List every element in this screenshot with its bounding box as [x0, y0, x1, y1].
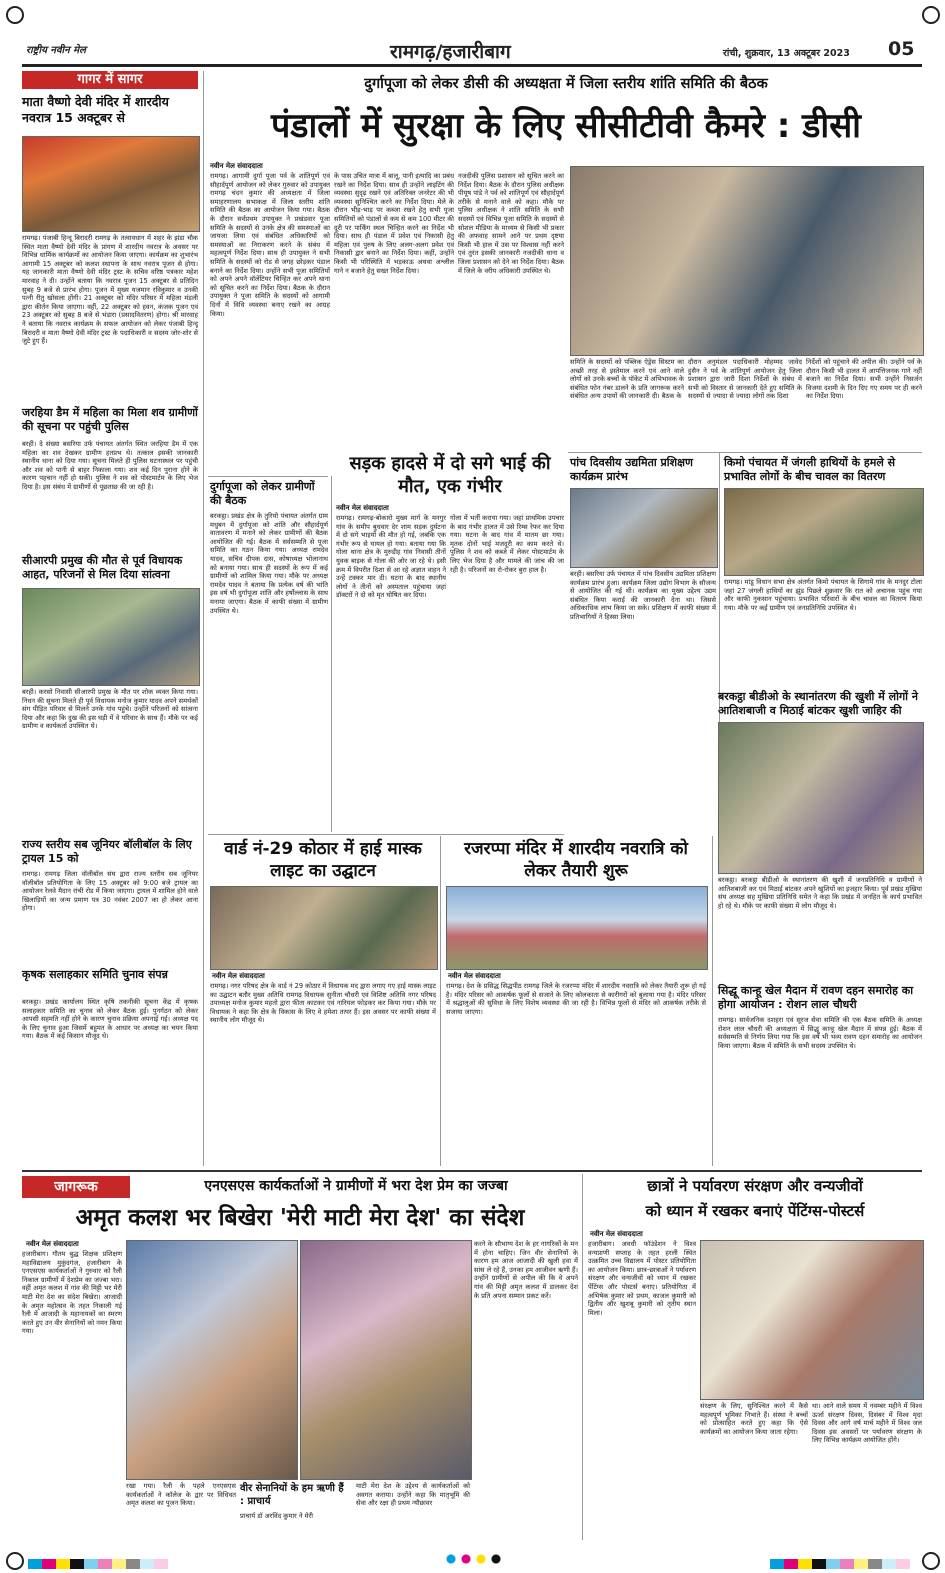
- main-text-2: के पास उचित मात्रा में बालू, पानी इत्यादि का प्रबंध रखने का निर्देश दिया। साथ ही उन्होंने लाइटिंग की व्यवस्था सुदृढ़ रखने एवं अतिरिक्त जनरेटर की भी व्यवस्था सुनिश्चित करने का निर्देश दिया। मेले के दौरान भीड़-भाड़ पर कब्जा रखने हेतु सभी पूजा समितियों को पंडालों से कम से कम 100 मीटर की दूरी पर पार्किंग स्थल चिन्हित करने का निर्देश भी दिया। साथ ही पंडाल में प्रवेश एवं निकासी हेतु महिला एवं पुरुष के लिए अलग-अलग प्रवेश एवं निकासी द्वार बनाने का निर्देश दिया। कहीं, उन्होंने किसी भी परिस्थिति में भड़काऊ अथवा अश्लील गाने न बजाने हेतु सख्त निर्देश दिया।: [334, 172, 454, 275]
- left-headline-1: माता वैष्णो देवी मंदिर में शारदीय नवरात्र 15 अक्टूबर से: [22, 94, 169, 125]
- accident-byline: नवीन मेल संवाददाता: [336, 504, 389, 512]
- durgapuja-headline: दुर्गापूजा को लेकर ग्रामीणों की बैठक: [210, 480, 315, 507]
- photo-rajrappa-temple: [446, 886, 708, 970]
- bottom-kicker: एनएसएस कार्यकर्ताओं ने ग्रामीणों में भरा देश प्रेम का जज्बा: [204, 1178, 508, 1194]
- masthead-rule: [22, 64, 922, 67]
- photo-vaishno-devi: [22, 136, 200, 232]
- ravan-text: रामगढ़। सार्वजनिक दशहरा एवं सूरज सेवा समिति की एक बैठक समिति के अध्यक्ष रोशन लाल चौधरी की अध्यक्षता में सिद्धू कान्हू खेल मैदान में संपन्न हुई। बैठक में सर्वसम्मति से निर्णय लिया गया कि इस वर्ष भी भव्य रावण दहन समारोह का आयोजन किया जाएगा। बैठक में समिति के सभी सदस्य उपस्थित थे।: [718, 1016, 922, 1050]
- rule-above-bottom: [22, 1170, 922, 1172]
- durgapuja-text: बरकट्ठा। प्रखंड क्षेत्र के तुरियो पंचायत अंतर्गत ग्राम मधुबन में दुर्गापूजा को शांति और सौहार्दपूर्ण वातावरण में मनाने को लेकर ग्रामीणों की बैठक आयोजित की गई। बैठक में सर्वसम्मति से पूजा समिति का गठन किया गया। अध्यक्ष रामदेव यादव, सचिव दीपक दास, कोषाध्यक्ष भोलानाथ को बनाया गया। साथ ही सदस्यों के रूप में कई ग्रामीणों को शामिल किया गया। मौके पर अध्यक्ष रामदेव यादव ने बताया कि प्रत्येक वर्ष की भांति इस वर्ष भी दुर्गापूजा शांति और हर्षोल्लास के साथ मनाया जाएगा। बैठक में काफी संख्या में ग्रामीण उपस्थित थे।: [210, 512, 328, 615]
- sidebar-tag: गागर में सागर: [22, 71, 198, 89]
- bottom-quote: वीर सेनानियों के हम ऋणी हैं : प्राचार्य: [240, 1483, 344, 1507]
- left-headline-3: सीआरपी प्रमुख की मौत से पूर्व विधायक आहत, परिजनों से मिल दिया सांत्वना: [22, 554, 183, 581]
- rule-left-sidebar: [203, 71, 204, 1166]
- bottom-tag: जागरूक: [22, 1176, 130, 1198]
- students-text-3: था। आने वाले समय में नवम्बर महीने में विश्व ऊर्जा संरक्षण दिवस, दिसंबर में विश्व मृदा दिवस और आगे वर्ष मार्च महीने में विश्व जल दिवस इस अवसरों पर पर्यावरण संरक्षण के लिए विभिन्न कार्यक्रम आयोजित होंगे।: [812, 1402, 922, 1445]
- students-text-2: संरक्षण के लिए, सुनिश्चित करने में कैसे महत्वपूर्ण भूमिका निभाते हैं। संस्था ने बच्चों को प्रोत्साहित करते हुए कहा कि ऐसे कार्यक्रमों का आयोजन किया जाता रहेगा।: [700, 1402, 808, 1436]
- left-headline-2: जरहिया डैम में महिला का मिला शव ग्रामीणों की सूचना पर पहुंची पुलिस: [22, 406, 198, 433]
- ward-text: रामगढ़। नगर परिषद क्षेत्र के वार्ड नं 29 कोठार में विधायक मद द्वारा लगाए गए हाई मास्क लाइट का उद्घाटन बतौर मुख्य अतिथि रामगढ़ विधायक सुनीता चौधरी एवं विशिष्ट अतिथि नगर परिषद उपाध्यक्ष मनोज कुमार महतो द्वारा फीता काटकर एवं नारियल फोड़कर कर किया गया। मौके पर विधायक ने कहा कि क्षेत्र के विकास के लिए वे हमेशा तत्पर हैं। इस अवसर पर काफी संख्या में स्थानीय लोग मौजूद थे।: [210, 982, 436, 1025]
- bottom-byline: नवीन मेल संवाददाता: [26, 1240, 79, 1248]
- rule-above-panch: [568, 452, 922, 453]
- left-headline-5: कृषक सलाहकार समिति चुनाव संपन्न: [22, 968, 168, 981]
- main-text-6: निर्देशों को पहुंचाने की अपील की। उन्होंने पर्व के दौरान किसी भी हालत में आपत्तिजनक गाने नहीं बजाने का निर्देश दिया। सभी उन्होंने निसर्जन विजया दशमी के दिन दिए गए समय पर ही करने का निर्देश दिया।: [806, 358, 922, 401]
- main-byline: नवीन मेल संवाददाता: [210, 162, 263, 170]
- rule-accident-left: [331, 476, 332, 832]
- main-text-5: दौरान अनुमंडल पदाधिकारी मोहम्मद जावेद हुसैन ने पर्व के शांतिपूर्ण आयोजन हेतु जिला प्रशासन द्वारा जारी दिशा निर्देशों के संबंध में सभी को विस्तार से जानकारी देते हुए समिति के सदस्यों से ज्यादा से ज्यादा लोगों तक दिशा: [688, 358, 802, 401]
- photo-training-program: [570, 488, 718, 568]
- reg-mark-top-right: [922, 6, 940, 24]
- photo-amrit-kalash-1: [126, 1240, 298, 1480]
- reg-mark-bottom-left: [6, 1552, 24, 1570]
- left-text-4: रामगढ़। रामगढ़ जिला वॉलीबॉल संघ द्वारा राज्य स्तरीय सब जूनियर वॉलीबॉल प्रतियोगिता के लिए 15 अक्टूबर को 9:00 बजे ट्रायल का आयोजन रेलवे मैदान रांची रोड में किया जाएगा। ट्रायल में शामिल होने वाले खिलाड़ियों का जन्म प्रमाण पत्र 30 नवंबर 2007 का हो लेकर आना होगा।: [22, 870, 198, 913]
- students-text-1: हजारीबाग। अवधी फॉउंडेशन ने विश्व वन्यप्राणी सप्ताह के तहत हरली स्थित उत्क्रमित उच्च विद्यालय में पोस्टर प्रतियोगिता का आयोजन किया। छात्र-छात्राओं ने पर्यावरण संरक्षण और वन्यजीवों को ध्यान में रखकर पेंटिंग्स और पोस्टर्स बनाए। प्रतियोगिता में अभिषेक कुमार को प्रथम, काजल कुमारी को द्वितीय और खुशबू कुमारी को तृतीय स्थान मिला।: [588, 1240, 696, 1317]
- photo-celebration: [718, 722, 924, 874]
- main-text-4: समिति के सदस्यों को पब्लिक ऐड्रेस सिस्टम का अच्छी तरह से इस्तेमाल करने एवं आने वाले लोगों को उनके बच्चों के पॉकेट में अभिभावक के संबंधित फोन नंबर डालने के प्रति जागरूक करने संबंधित अन्य उपायों की जानकारी दी। बैठक के: [570, 358, 684, 401]
- bottom-text-1: हजारीबाग। गौतम बुद्ध शिक्षक प्रशिक्षण महाविद्यालय मुकुंदगंज, हजारीबाग के एनएसएस कार्यकर्ताओं ने गुरुवार को रैली निकाल ग्रामीणों में देशप्रेम का जज्बा भरा। वहीं अमृत कलश में गांव की मिट्टी भर मेरी माटी मेरा देश का संदेश बिखेरा। आजादी के अमृत महोत्सव के तहत निकाली गई रैली में आजादी के महानायकों का स्मरण करते हुए उन वीर सेनानियों को नमन किया गया।: [22, 1250, 122, 1336]
- left-headline-4: राज्य स्तरीय सब जूनियर बॉलीबॉल के लिए ट्रायल 15 को: [22, 838, 192, 865]
- main-text-1: रामगढ़। आगामी दुर्गा पूजा पर्व के शांतिपूर्ण एवं सौहार्दपूर्ण आयोजन को लेकर गुरुवार को उपायुक्त रामगढ़ चंदन कुमार की अध्यक्षता में जिला समाहरणालय सभाकक्ष में जिला स्तरीय शांति समिति की बैठक का आयोजन किया गया। बैठक के दौरान सर्वप्रथम उपायुक्त ने प्रखंडवार पूजा समिति के सदस्यों से उनके क्षेत्र की समस्याओं का जायजा लिया एवं संबंधित अधिकारियों को समस्याओं का निराकरण करने के संबंध में महत्वपूर्ण निर्देश दिया। साथ ही उपायुक्त ने सभी समिति के सदस्यों को रोड से जगह छोड़कर पंडाल बनाने का निर्देश दिया। उन्होंने सभी पूजा समितियों को अपने अपने वॉलेंटियर चिन्हित कर अपने थाना को सूचित करने का निर्देश दिया। बैठक के दौरान उपायुक्त ने पूजा समिति के सदस्यों को आगामी दिनों में विधि व्यवस्था बनाए रखने का आग्रह किया।: [210, 172, 330, 318]
- rajrappa-text: रामगढ़। देश के प्रसिद्ध सिद्धपीठ रामगढ़ जिले के रजरप्पा मंदिर में शारदीय नवरात्रि को लेकर तैयारी शुरू हो गई है। मंदिर परिसर को आकर्षक फूलों से सजाने के लिए कोलकाता से कारीगरों को बुलाया गया है। मंदिर परिसर में श्रद्धालुओं की सुविधा के लिए विशेष व्यवस्था की जा रही है। विभिन्न फूलों से मंदिर को आकर्षक तरीके से सजाया जाएगा।: [446, 982, 706, 1016]
- accident-text-1: रामगढ़। रामगढ़-बोकारो मुख्य मार्ग के मनगुर गांव के समीप बुधवार देर शाम सड़क दुर्घटना में दो सगे भाइयों की मौत हो गई, जबकि एक गंभीर रूप से घायल हो गया। बताया गया कि गोला थाना क्षेत्र के मुरुडीह गांव निवासी तीनों युवक बाइक से गोला की ओर जा रहे थे। इसी क्रम में विपरीत दिशा से आ रहे अज्ञात वाहन ने उन्हें टक्कर मार दी। घटना के बाद स्थानीय लोगों ने तीनों को अस्पताल पहुंचाया जहां डॉक्टरों ने दो को मृत घोषित कर दिया।: [336, 514, 446, 600]
- elephant-headline: किमो पंचायत में जंगली हाथियों के हमले से प्रभावित लोगों के बीच चावल का वितरण: [724, 456, 896, 483]
- bottom-caption-2: माटी मेरा देश के उद्देश्य से कार्यकर्ताओं को अवगत कराया। उन्होंने कहा कि मातृभूमि की सेवा और रक्षा ही प्रथम न्यौछावर: [356, 1482, 470, 1508]
- left-text-2: बरही। दे संख्या बसरिया उर्फ पंचायत अंतर्गत स्थित जरहिया डैम में एक महिला का शव देखकर ग्रामीण हतप्रभ थे। तत्काल इसकी जानकारी स्थानीय थाना को दिया गया। सूचना मिलते ही पुलिस घटनास्थल पर पहुंची और शव को पानी से बाहर निकाला गया। शव कई दिन पुराना होने के कारण पहचान नहीं हो सकी। पुलिस ने शव को पोस्टमार्टम के लिए भेज दिया है। इस संबंध में ग्रामीणों से पूछताछ की जा रही है।: [22, 440, 198, 491]
- left-text-5: बरकट्ठा। प्रखंड कार्यालय स्थित कृषि तकनीकी सूचना केंद्र में कृषक सलाहकार समिति का चुनाव को लेकर बैठक हुई। पुनर्गठन को लेकर आपसी सहमति नहीं होने के कारण चुनाव प्रक्रिया अपनाई गई। अध्यक्ष पद के लिए चुनाव हुआ जिसमें बहुमत के आधार पर अध्यक्ष का चयन किया गया। बैठक में कई किसान मौजूद थे।: [22, 998, 198, 1041]
- section-title: रामगढ़/हजारीबाग: [390, 41, 511, 63]
- students-kicker: छात्रों ने पर्यावरण संरक्षण और वन्यजीवों: [647, 1177, 863, 1195]
- main-kicker: दुर्गापूजा को लेकर डीसी की अध्यक्षता में जिला स्तरीय शांति समिति की बैठक: [364, 76, 768, 92]
- barkatha-headline: बरकट्ठा बीडीओ के स्थानांतरण की खुशी में लोगों ने आतिशबाजी व मिठाई बांटकर खुशी जाहिर की: [718, 690, 918, 717]
- rule-students-left: [582, 1174, 583, 1540]
- ravan-headline: सिद्धू कान्हू खेल मैदान में रावण दहन समारोह का होगा आयोजन : रोशन लाल चौधरी: [718, 984, 914, 1011]
- ward-headline: वार्ड नं-29 कोठार में हाई मास्क लाइट का उद्घाटन: [224, 839, 422, 881]
- bottom-quote-text: प्राचार्य डॉ अरविंद कुमार ने मेरी: [240, 1512, 313, 1520]
- rule-above-durgapuja: [208, 476, 328, 477]
- reg-mark-bottom-right: [922, 1552, 940, 1570]
- left-text-1: रामगढ़। पंजाबी हिन्दू बिरादरी रामगढ़ के तत्वावधान में शहर के झंडा चौक स्थित माता वैष्णो देवी मंदिर के प्रांगण में शारदीय नवरात्र के अवसर पर विभिन्न धार्मिक कार्यक्रमों का आयोजन किया जाएगा। कार्यक्रम का शुभारंभ आगामी 15 अक्टूबर को कलश स्थापना के साथ नवरात्र पूजन से होगा। यह जानकारी माता वैष्णो देवी मंदिर ट्रस्ट के सचिव वरिष्ठ पत्रकार महेश मारवाह ने दी। उन्होंने बताया कि नवरात्र पूजन 15 अक्टूबर से प्रतिदिन सुबह 9 बजे से प्रारंभ होगा। पूजन में मुख्य यजमान रविकुमार व उनकी पत्नी रीतु खोसला होंगी। 21 अक्टूबर को मंदिर परिसर में महिला मंडली द्वारा कीर्तन किया जाएगा। वहीं, 22 अक्टूबर को हवन, कंजक पूजन एवं 23 अक्टूबर को सुबह 8 बजे से भंडारा (प्रसादवितरण) होगा। श्री मारवाह ने बताया कि नवरात्र कार्यक्रम के सफल आयोजन को लेकर पंजाबी हिन्दू बिरादरी व माता वैष्णो देवी मंदिर ट्रस्ट के पदाधिकारी व सदस्य जोर-शोर से जुटे हुए हैं।: [22, 234, 198, 346]
- left-text-3: बरही। करसो निवासी सीआरपी प्रमुख के मौत पर शोक व्यक्त किया गया। निधन की सूचना मिलते ही पूर्व विधायक मनोज कुमार यादव अपने समर्थकों संग पीड़ित परिवार से मिलने उनके गांव पहुंचे। उन्होंने परिजनों को सांत्वना दिया और कहा कि दुख की इस घड़ी में वे परिवार के साथ हैं। मौके पर कई ग्रामीण व कार्यकर्ता उपस्थित थे।: [22, 688, 198, 731]
- masthead-logo: राष्ट्रीय नवीन मेल: [26, 45, 86, 56]
- students-headline: को ध्यान में रखकर बनाएं पेंटिंग्स-पोस्टर्स: [645, 1202, 865, 1220]
- photo-high-mast-light: [210, 886, 438, 970]
- color-registration-bar-right: [770, 1554, 910, 1573]
- photo-condolence: [22, 588, 200, 686]
- masthead: [0, 0, 945, 68]
- photo-peace-committee-meeting: [570, 166, 924, 356]
- rajrappa-byline: नवीन मेल संवाददाता: [448, 972, 501, 980]
- accident-headline: सड़क हादसे में दो सगे भाई की मौत, एक गंभीर: [349, 453, 551, 497]
- panch-headline: पांच दिवसीय उद्यमिता प्रशिक्षण कार्यक्रम प्रारंभ: [570, 456, 693, 483]
- color-registration-bar-left: [28, 1554, 168, 1573]
- rule-rajrappa-left: [440, 836, 441, 1166]
- students-byline: नवीन मेल संवाददाता: [590, 1230, 643, 1238]
- barkatha-text: बरकट्ठा। बरकट्ठा बीडीओ के स्थानांतरण की खुशी में जनप्रतिनिधि व ग्रामीणों ने आतिशबाजी कर एवं मिठाई बांटकर अपने खुशियों का इजहार किया। पूर्व प्रखंड मुखिया संघ अध्यक्ष सह मुखिया प्रतिनिधि समेत ने कहा कि प्रखंड में जनहित के कार्य प्रभावित हो रहे थे। मौके पर काफी संख्या में लोग मौजूद थे।: [718, 876, 922, 910]
- page-number: 05: [888, 38, 915, 60]
- rule-ravan-left: [712, 836, 713, 1166]
- accident-text-2: गोला में भर्ती कराया गया। जहां प्राथमिक उपचार के बाद गंभीर हालत में उसे रिम्स रेफर कर दिया गया। घटना के बाद गांव में मातम छा गया। मृतक दोनों भाई मजदूरी का काम करते थे। पुलिस ने शव को कब्जे में लेकर पोस्टमार्टम के लिए भेज दिया है और मामले की जांच की जा रही है। परिजनों का रो-रोकर बुरा हाल है।: [450, 514, 564, 574]
- photo-amrit-kalash-2: [300, 1240, 472, 1480]
- main-headline: पंडालों में सुरक्षा के लिए सीसीटीवी कैमरे : डीसी: [270, 106, 861, 146]
- bottom-text-2: करने के सौभाग्य देश के हर नागरिकों के मन में होना चाहिए। जिन वीर सेनानियों के कारण हम आज आजादी की खुली हवा में सांस ले रहे हैं, उनका हम आजीवन ऋणी हैं। उन्होंने ग्रामीणों से अपील की कि वे अपने गांव की मिट्टी अमृत कलश में डालकर देश के प्रति अपना सम्मान प्रकट करें।: [474, 1240, 578, 1300]
- elephant-text: रामगढ़। मांडू विधान सभा क्षेत्र अंतर्गत किमो पंचायत के सिगामे गांव के मनदुर टोला जहां 27 जंगली हाथियों का झुंड पिछले शुक्रवार कि रात को अचानक पहुंच गया और काफी नुकसान पहुंचाया। प्रभावित परिवारों के बीच चावल का वितरण किया गया। मौके पर कई ग्रामीण एवं जनप्रतिनिधि उपस्थित थे।: [724, 578, 922, 612]
- reg-mark-top-left: [6, 6, 24, 24]
- ward-byline: नवीन मेल संवाददाता: [212, 972, 265, 980]
- bottom-headline: अमृत कलश भर बिखेरा 'मेरी माटी मेरा देश' का संदेश: [75, 1205, 525, 1231]
- photo-poster-competition: [700, 1240, 924, 1400]
- photo-rice-distribution: [724, 488, 924, 576]
- rule-above-ward: [208, 834, 564, 835]
- main-text-3: नजदीकी पुलिस प्रशासन को सूचित करने का निर्देश दिया। बैठक के दौरान पुलिस अधीक्षक पीयूष पांडे ने पर्व को शांतिपूर्ण एवं सौहार्दपूर्ण तरीके से मनाने वाले को कहा। मौके पर पुलिस अधीक्षक ने शांति समिति के सभी सदस्यों एवं विभिन्न पूजा समिति के सदस्यों से सोशल मीडिया के माध्यम से किसी भी प्रकार की अफवाह सामने आने पर प्रथम दृष्टया किसी भी हाल में उस पर विश्वास नहीं करने एवं तुरंत इसकी जानकारी नजदीकी थाना व जिला प्रशासन को देने का निर्देश दिया। बैठक में जिले के वरीय अधिकारी उपस्थित थे।: [458, 172, 564, 275]
- bottom-caption-1: रखा गया। रैली के पहले एनएसएस कार्यकर्ताओं ने कॉलेज के द्वार पर विधिवत अमृत कलश का पूजन किया।: [126, 1482, 236, 1508]
- panch-text: बरही। बसरिया उर्फ पंचायत में पांच दिवसीय उद्यमिता प्रशिक्षण कार्यक्रम प्रारंभ हुआ। कार्यक्रम जिला उद्योग विभाग के सौजन्य से आयोजित की गई थी। कार्यक्रम का मुख्य उद्देश्य उद्यम संबंधित किया कराई की जानकारी देना था। जिससे अधिकाधिक लाभ किया जा सके। प्रशिक्षण में काफी संख्या में प्रतिभागियों ने हिस्सा लिया।: [570, 570, 716, 621]
- rajrappa-headline: रजरप्पा मंदिर में शारदीय नवरात्रि को लेकर तैयारी शुरू: [464, 839, 688, 881]
- color-dots-center: [446, 1554, 506, 1564]
- dateline: रांची, शुक्रवार, 13 अक्टूबर 2023: [723, 48, 850, 59]
